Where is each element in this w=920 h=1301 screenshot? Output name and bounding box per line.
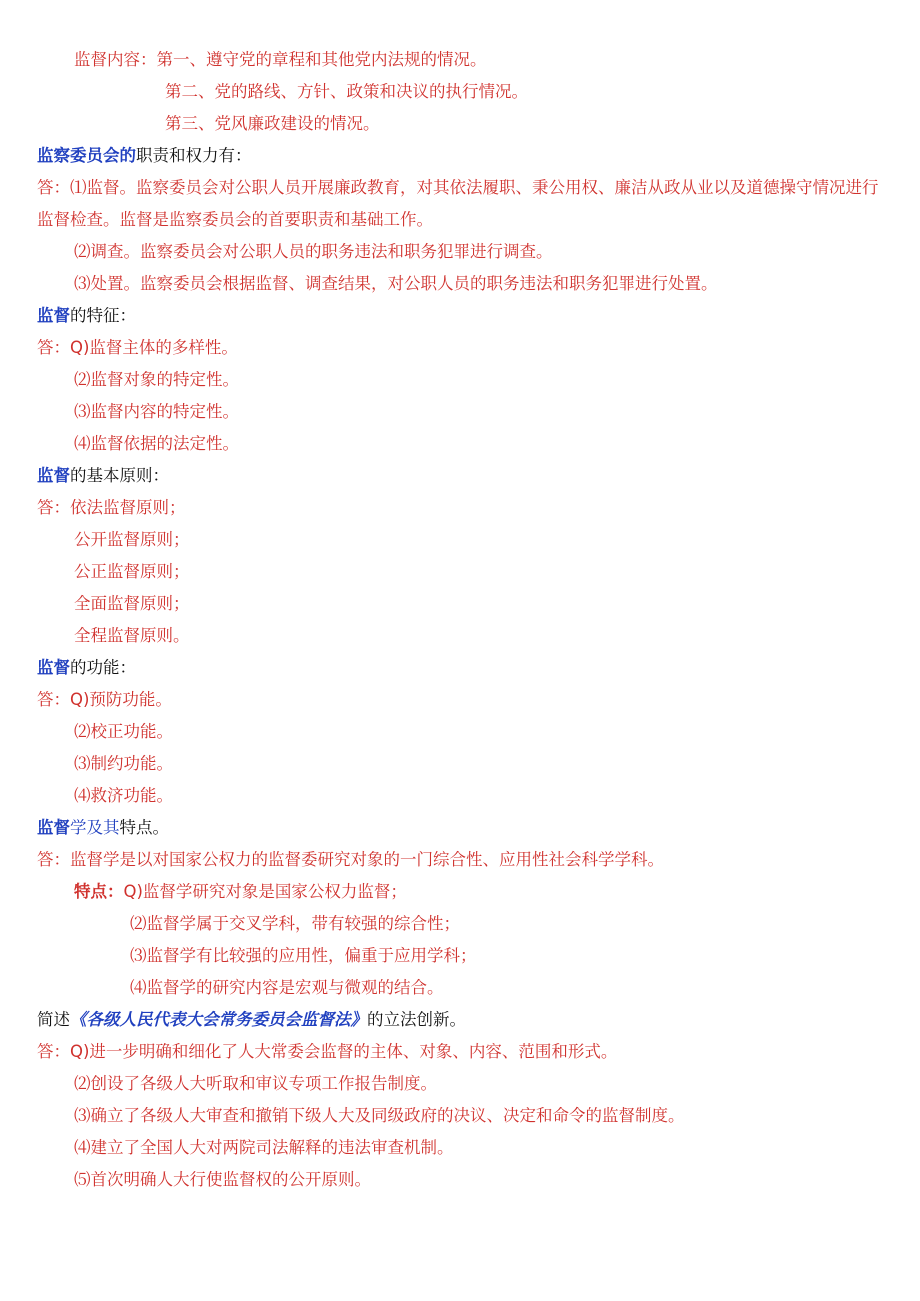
functions-heading [37,657,136,679]
principles-item-2: 公开监督原则； [74,530,190,549]
principles-heading-rest: 的基本原则： [70,466,169,485]
features-heading-rest: 的特征： [70,306,136,325]
commission-heading-rest: 职责和权力有： [136,146,252,165]
discipline-features-label: 特点： [74,882,124,901]
features-item-2: ⑵监督对象的特定性。 [74,370,239,389]
supervision-content-line-1 [74,49,487,71]
principles-item-3: 公正监督原则； [74,562,190,581]
innovation-heading-prefix: 简述 [37,1010,70,1029]
features-item-3: ⑶监督内容的特定性。 [74,402,239,421]
functions-item-2: ⑵校正功能。 [74,722,173,741]
features-item-1: 答：Q)监督主体的多样性。 [37,338,238,357]
functions-heading-rest: 的功能： [70,658,136,677]
innovation-heading [37,1009,466,1031]
discipline-heading-rest: 特点。 [119,818,169,837]
functions-heading-highlight: 监督 [37,658,70,677]
discipline-heading-highlight: 监督 [37,818,70,837]
functions-item-4: ⑷救济功能。 [74,786,173,805]
commission-duties-answer-paragraph: 答：⑴监督。监察委员会对公职人员开展廉政教育，对其依法履职、秉公用权、廉洁从政从业以及道德操守情况进行监督检查。监督是监察委员会的首要职责和基础工作。 [37,178,879,229]
commission-duties-item-2: ⑵调查。监察委员会对公职人员的职务违法和职务犯罪进行调查。 [74,242,553,261]
features-heading-highlight: 监督 [37,306,70,325]
principles-item-5: 全程监督原则。 [74,626,190,645]
innovation-heading-law: 《各级人民代表大会常务委员会监督法》 [70,1010,367,1029]
innovation-heading-rest: 的立法创新。 [367,1010,466,1029]
supervision-content-item-3: 第三、党风廉政建设的情况。 [165,114,380,133]
innovation-item-1: 答：Q)进一步明确和细化了人大常委会监督的主体、对象、内容、范围和形式。 [37,1042,618,1061]
innovation-item-3: ⑶确立了各级人大审查和撤销下级人大及同级政府的决议、决定和命令的监督制度。 [74,1106,685,1125]
discipline-heading-mid: 学及其 [70,818,120,837]
commission-duties-item-3: ⑶处置。监察委员会根据监督、调查结果，对公职人员的职务违法和职务犯罪进行处置。 [74,274,718,293]
supervision-content-item-1: 第一、遵守党的章程和其他党内法规的情况。 [156,50,487,69]
features-item-4: ⑷监督依据的法定性。 [74,434,239,453]
innovation-item-4: ⑷建立了全国人大对两院司法解释的违法审查机制。 [74,1138,454,1157]
discipline-feature-2: ⑵监督学属于交叉学科，带有较强的综合性； [130,914,460,933]
discipline-feature-4: ⑷监督学的研究内容是宏观与微观的结合。 [130,978,444,997]
supervision-content-item-2: 第二、党的路线、方针、政策和决议的执行情况。 [165,82,528,101]
principles-heading-highlight: 监督 [37,466,70,485]
principles-item-4: 全面监督原则； [74,594,190,613]
functions-item-1: 答：Q)预防功能。 [37,690,172,709]
principles-item-1: 答：依法监督原则； [37,498,186,517]
discipline-feature-3: ⑶监督学有比较强的应用性，偏重于应用学科； [130,946,477,965]
features-heading [37,305,136,327]
discipline-features-line-1 [74,881,407,903]
innovation-item-5: ⑸首次明确人大行使监督权的公开原则。 [74,1170,371,1189]
discipline-heading [37,817,169,839]
discipline-feature-1: Q)监督学研究对象是国家公权力监督； [123,882,407,901]
discipline-answer: 答：监督学是以对国家公权力的监督委研究对象的一门综合性、应用性社会科学学科。 [37,850,664,869]
functions-item-3: ⑶制约功能。 [74,754,173,773]
supervision-content-label: 监督内容： [74,50,157,69]
commission-duties-heading [37,145,252,167]
principles-heading [37,465,169,487]
innovation-item-2: ⑵创设了各级人大听取和审议专项工作报告制度。 [74,1074,437,1093]
commission-heading-highlight: 监察委员会的 [37,146,136,165]
